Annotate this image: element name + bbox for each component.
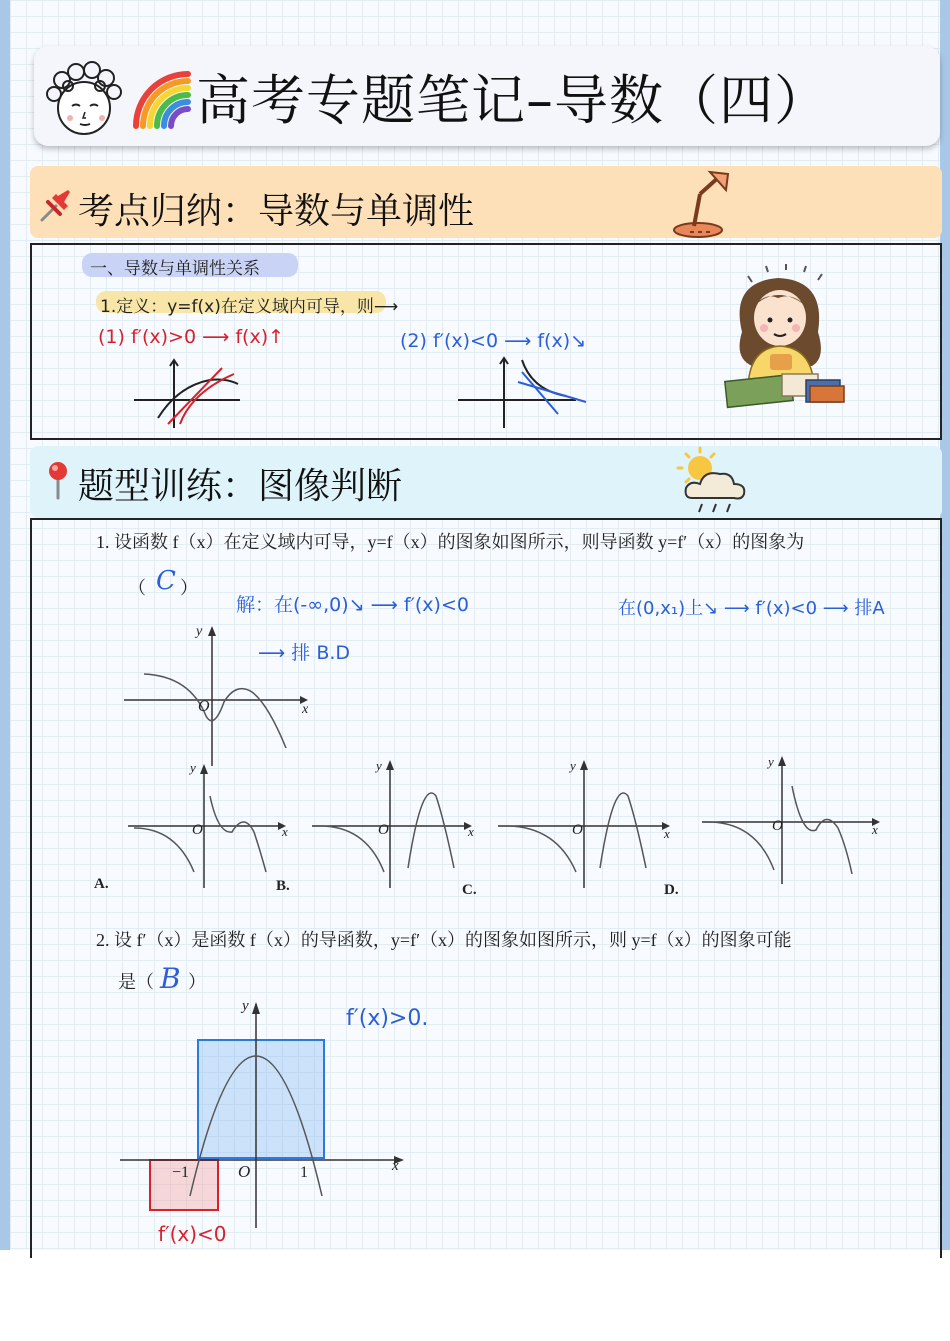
sketch-decreasing-graph xyxy=(456,356,596,430)
q1-d-origin: O xyxy=(772,818,783,834)
desk-lamp-icon xyxy=(670,168,732,240)
studying-girl-illustration xyxy=(722,262,852,412)
q1-note-3: ⟶ 排 B.D xyxy=(258,642,351,664)
q1-option-b-graph xyxy=(310,756,480,890)
section-title-concepts: 考点归纳：导数与单调性 xyxy=(78,191,475,232)
concept-case-decreasing: (2) f′(x)<0 ⟶ f(x)↘ xyxy=(400,330,587,352)
q1-a-y-label: y xyxy=(190,760,196,775)
q1-text: 1. 设函数 f（x）在定义域内可导，y=f（x）的图象如图所示，则导函数 y=f′（x）的图象为 xyxy=(96,532,805,552)
q2-origin: O xyxy=(238,1162,251,1181)
q1-c-x-label: x xyxy=(664,826,670,841)
q1-answer-close: ） xyxy=(180,578,198,598)
q2-answer: B xyxy=(160,962,181,995)
q1-answer: C xyxy=(156,566,176,596)
q1-d-x-label: x xyxy=(872,822,878,837)
q1-b-y-label: y xyxy=(376,758,382,773)
q1-d-y-label: y xyxy=(768,754,774,769)
q2-text-cont: 是（ xyxy=(118,972,154,992)
q1-option-c-label: C. xyxy=(462,882,477,898)
q1-note-2: 在(0,x₁)上↘ ⟶ f′(x)<0 ⟶ 排A xyxy=(618,598,885,619)
q1-option-a-graph xyxy=(126,760,296,890)
q1-c-origin: O xyxy=(572,822,583,838)
pushpin-icon xyxy=(38,184,78,224)
q1-option-a-label: A. xyxy=(94,876,109,892)
q2-answer-close: ） xyxy=(188,972,206,992)
q1-b-origin: O xyxy=(378,822,389,838)
q1-b-x-label: x xyxy=(468,824,474,839)
q1-a-x-label: x xyxy=(282,824,288,839)
rainbow-icon xyxy=(130,66,194,130)
q2-derivative-graph xyxy=(118,996,418,1232)
q2-note-positive: f′(x)>0. xyxy=(346,1006,429,1031)
q1-option-c-graph xyxy=(496,756,676,890)
q2-x-label: x xyxy=(392,1158,399,1174)
sun-cloud-rain-icon xyxy=(672,444,752,516)
concept-case-increasing: (1) f′(x)>0 ⟶ f(x)↑ xyxy=(98,326,285,348)
q2-text: 2. 设 f′（x）是函数 f（x）的导函数，y=f′（x）的图象如图所示，则 y=f（x）的图象可能 xyxy=(96,930,792,950)
q1-answer-open: （ xyxy=(128,578,146,598)
concept-heading: 一、导数与单调性关系 xyxy=(90,259,260,279)
q1-main-origin: O xyxy=(198,698,210,715)
q1-main-x-label: x xyxy=(302,702,309,717)
q1-option-d-label: D. xyxy=(664,882,679,898)
q1-option-d-graph xyxy=(700,752,890,886)
q2-note-negative: f′(x)<0 xyxy=(158,1222,227,1246)
sketch-increasing-graph xyxy=(130,358,250,430)
doodle-face-icon xyxy=(40,56,124,140)
round-pin-icon xyxy=(46,460,70,500)
page-title: 高考专题笔记–导数（四） xyxy=(196,69,829,132)
q2-y-label: y xyxy=(242,998,249,1014)
q2-tick-pos1: 1 xyxy=(300,1164,308,1181)
q1-main-graph xyxy=(120,620,320,770)
concept-definition: 1.定义：y=f(x)在定义域内可导，则⟶ xyxy=(100,297,399,317)
q1-main-y-label: y xyxy=(196,624,203,639)
section-title-practice: 题型训练：图像判断 xyxy=(78,466,403,507)
q1-a-origin: O xyxy=(192,822,203,838)
q1-option-b-label: B. xyxy=(276,878,290,894)
q2-tick-neg1: −1 xyxy=(172,1164,190,1181)
q1-c-y-label: y xyxy=(570,758,576,773)
q1-note-1: 解：在(-∞,0)↘ ⟶ f′(x)<0 xyxy=(236,594,469,616)
